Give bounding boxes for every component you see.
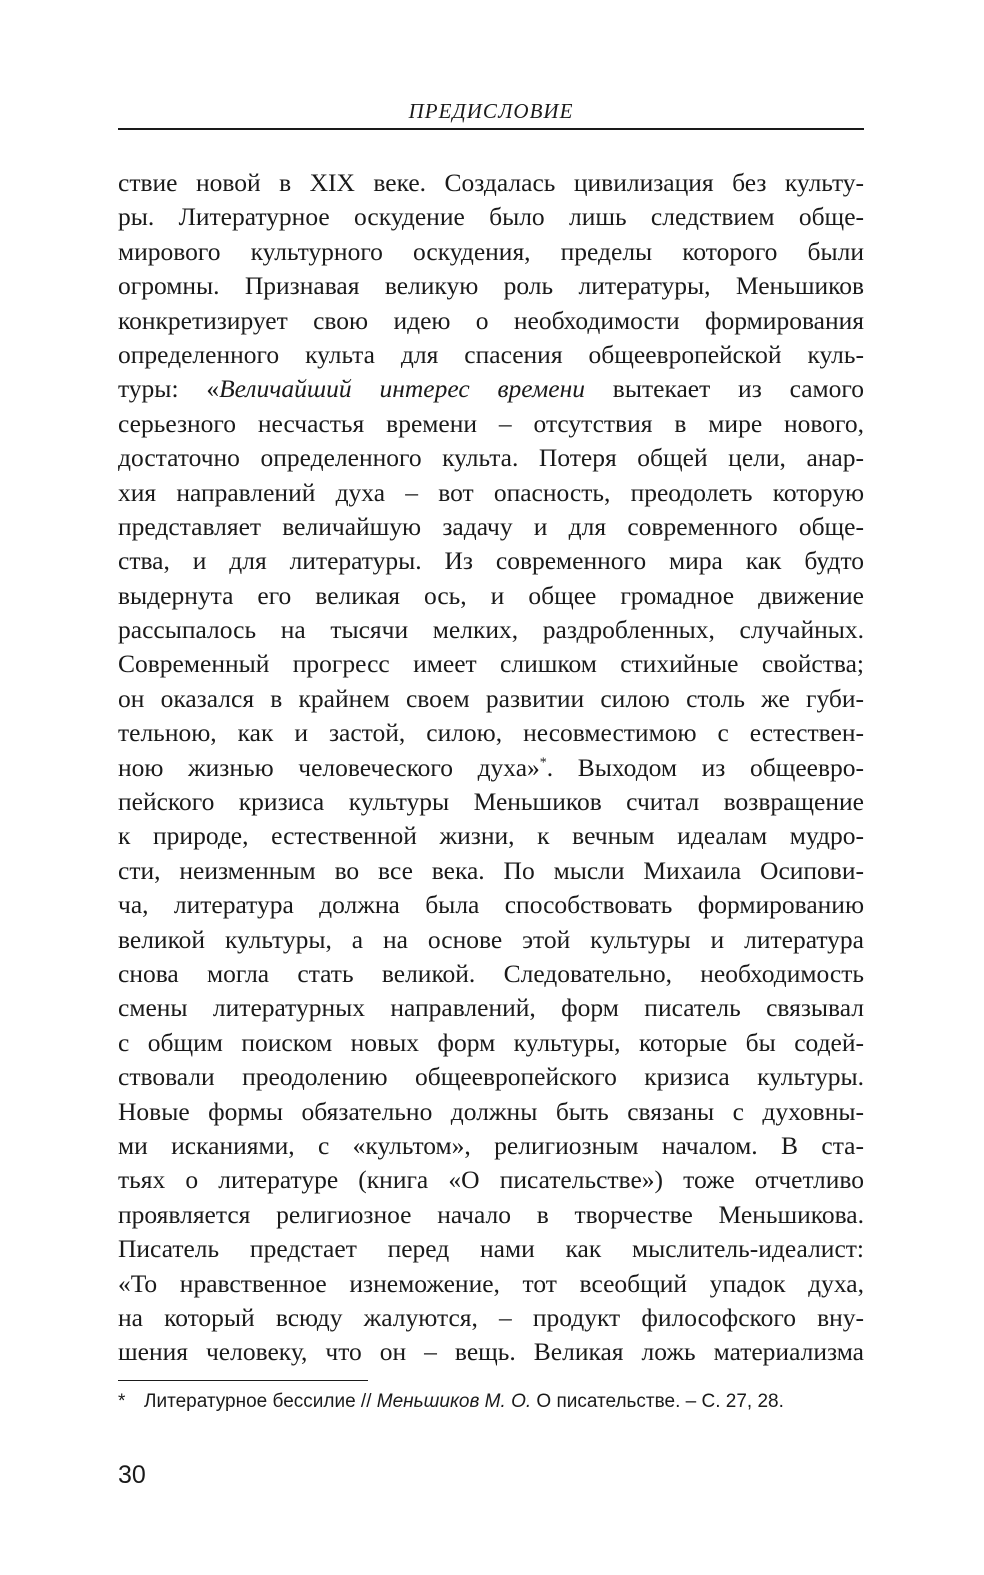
footnote-marker: *	[118, 1391, 126, 1412]
line-text: мирового культурного оскудения, пределы которого были	[118, 236, 864, 266]
text-line	[118, 716, 864, 750]
line-text: Современный прогресс имеет слишком стихийные свойства;	[118, 649, 864, 679]
line-text: проявляется религиозное начало в творчестве Меньшикова.	[118, 1199, 864, 1229]
header-rule	[118, 128, 864, 130]
line-text: он оказался в крайнем своем развитии силою столь же губи-	[118, 683, 864, 713]
text-line	[118, 235, 864, 269]
line-text: серьезного несчастья времени – отсутствия в мире нового,	[118, 408, 864, 438]
line-text: Писатель предстает перед нами как мыслитель-идеалист:	[118, 1234, 864, 1264]
line-text: ча, литература должна была способствовать формированию	[118, 890, 864, 920]
line-text-after: . Выходом из общеевро-	[546, 752, 864, 782]
text-line	[118, 888, 864, 922]
line-text: тельною, как и застой, силою, несовместимою с естествен-	[118, 718, 864, 748]
text-line	[118, 923, 864, 957]
line-text: огромны. Признавая великую роль литературы, Меньшиков	[118, 271, 864, 301]
line-text: конкретизирует свою идею о необходимости формирования	[118, 305, 864, 335]
text-line	[118, 269, 864, 303]
line-text: ствие новой в XIX веке. Создалась цивилизация без культу-	[118, 168, 864, 197]
text-line	[118, 682, 864, 716]
line-text: шения человеку, что он – вещь. Великая ложь материализма	[118, 1337, 864, 1367]
text-line	[118, 407, 864, 441]
text-line	[118, 544, 864, 578]
line-text: хия направлений духа – вот опасность, преодолеть которую	[118, 477, 864, 507]
line-text-before: ною жизнью человеческого духа»	[118, 752, 540, 782]
line-text: определенного культа для спасения общеевропейской куль-	[118, 339, 864, 369]
italic-phrase: Величайший интерес времени	[219, 374, 585, 404]
text-line	[118, 1267, 864, 1301]
footnote-author: Меньшиков М. О.	[376, 1391, 532, 1412]
footnote-reference: *	[539, 755, 547, 771]
text-line	[118, 304, 864, 338]
text-line	[118, 1060, 864, 1094]
line-text: сти, неизменным во все века. По мысли Михаила Осипови-	[118, 855, 864, 885]
line-text: к природе, естественной жизни, к вечным идеалам мудро-	[118, 821, 864, 851]
text-line	[118, 166, 864, 200]
line-text: пейского кризиса культуры Меньшиков считал возвращение	[118, 787, 864, 817]
text-line	[118, 441, 864, 475]
text-line	[118, 1026, 864, 1060]
text-line	[118, 613, 864, 647]
text-line	[118, 200, 864, 234]
text-line	[118, 957, 864, 991]
line-text: ми исканиями, с «культом», религиозным началом. В ста-	[118, 1130, 864, 1160]
line-text: тьях о литературе (книга «О писательстве») тоже отчетливо	[118, 1165, 864, 1195]
line-text-before: туры: «	[118, 374, 220, 404]
text-line	[118, 510, 864, 544]
text-line	[118, 1163, 864, 1197]
text-line	[118, 476, 864, 510]
text-line	[118, 579, 864, 613]
line-text: ры. Литературное оскудение было лишь следствием обще-	[118, 202, 864, 232]
footnote-text-before: Литературное бессилие //	[144, 1391, 377, 1412]
text-line	[118, 1335, 864, 1369]
line-text: ствовали преодолению общеевропейского кризиса культуры.	[118, 1062, 864, 1092]
text-line	[118, 819, 864, 853]
text-line	[118, 647, 864, 681]
text-line	[118, 751, 864, 785]
line-text: рассыпалось на тысячи мелких, раздробленных, случайных.	[118, 615, 864, 645]
line-text: «То нравственное изнеможение, тот всеобщий упадок духа,	[118, 1268, 864, 1298]
text-line	[118, 1232, 864, 1266]
line-text: выдернута его великая ось, и общее громадное движение	[118, 580, 864, 610]
line-text: великой культуры, а на основе этой культуры и литература	[118, 924, 864, 954]
footnote-text-after: О писательстве. – С. 27, 28.	[531, 1391, 784, 1412]
line-text: ства, и для литературы. Из современного мира как будто	[118, 546, 864, 576]
text-line	[118, 1129, 864, 1163]
line-text: Новые формы обязательно должны быть связаны с духовны-	[118, 1096, 864, 1126]
line-text: на который всюду жалуются, – продукт философского вну-	[118, 1302, 864, 1332]
text-line	[118, 1301, 864, 1335]
running-title: ПРЕДИСЛОВИЕ	[408, 99, 574, 123]
footnote	[118, 1390, 864, 1414]
text-line	[118, 1198, 864, 1232]
line-text: смены литературных направлений, форм писатель связывал	[118, 993, 864, 1023]
footnote-rule	[118, 1380, 368, 1381]
page-number: 30	[118, 1461, 146, 1489]
line-text: с общим поиском новых форм культуры, которые бы содей-	[118, 1027, 864, 1057]
line-text: достаточно определенного культа. Потеря общей цели, анар-	[118, 443, 864, 473]
text-line	[118, 338, 864, 372]
text-line	[118, 854, 864, 888]
line-text: представляет величайшую задачу и для современного обще-	[118, 511, 864, 541]
main-text	[118, 166, 864, 1370]
text-line	[118, 785, 864, 819]
text-line	[118, 372, 864, 406]
text-line	[118, 1095, 864, 1129]
line-text-after: вытекает из самого	[584, 374, 864, 404]
line-text: снова могла стать великой. Следовательно, необходимость	[118, 958, 864, 988]
text-line	[118, 991, 864, 1025]
